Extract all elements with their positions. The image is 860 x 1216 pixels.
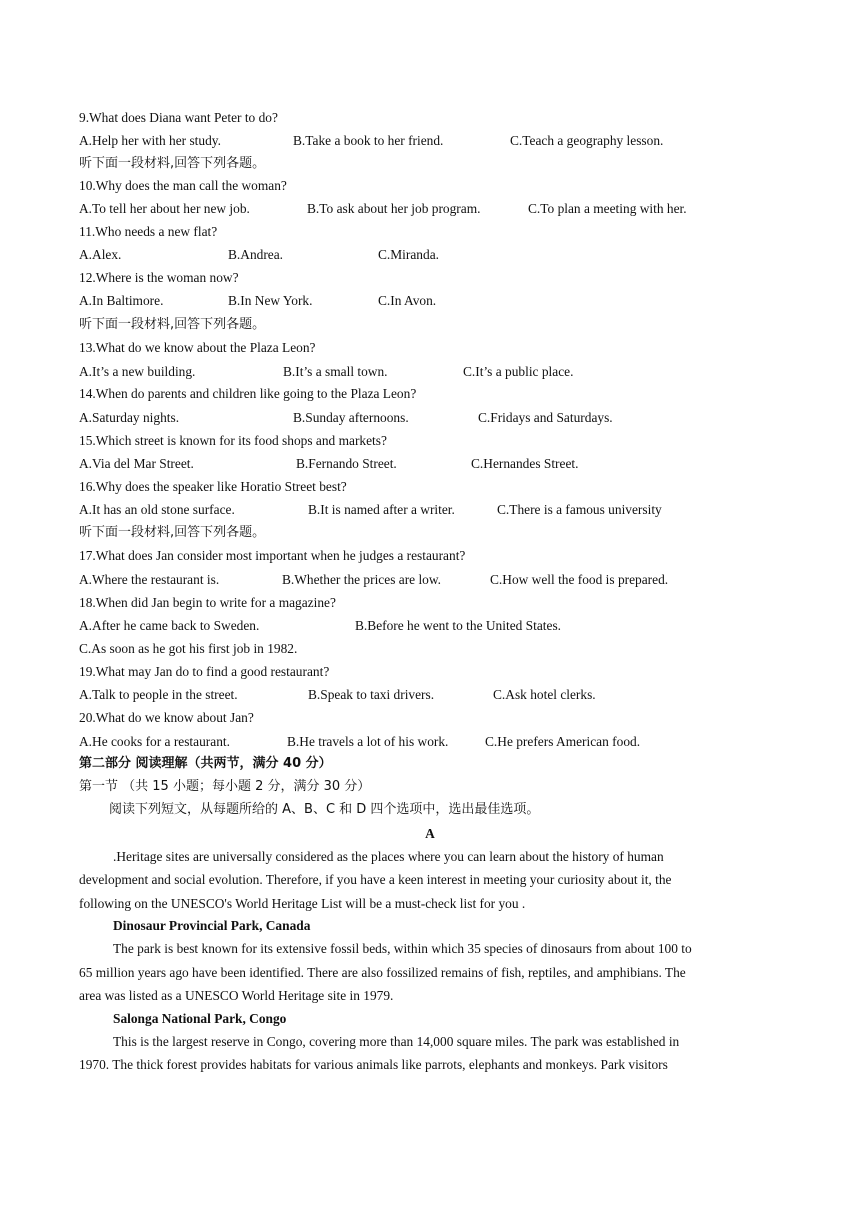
option-b: B.It is named after a writer. — [308, 502, 455, 517]
option-a: A.Saturday nights. — [79, 410, 180, 425]
option-c: C.In Avon. — [378, 293, 437, 308]
option-b: B.He travels a lot of his work. — [287, 734, 449, 749]
question-18-stem: 18.When did Jan begin to write for a magazine? — [79, 595, 336, 610]
option-a: A.It has an old stone surface. — [79, 502, 235, 517]
question-16-stem: 16.Why does the speaker like Horatio Street best? — [79, 479, 347, 494]
question-20-stem: 20.What do we know about Jan? — [79, 710, 254, 725]
passage-letter: A — [425, 826, 435, 841]
option-c: C.There is a famous university — [497, 502, 662, 517]
question-19-stem: 19.What may Jan do to find a good restaurant? — [79, 664, 330, 679]
passage-paragraph-line: following on the UNESCO's World Heritage List will be a must-check list for you . — [79, 896, 526, 911]
question-10-stem: 10.Why does the man call the woman? — [79, 178, 287, 193]
question-15-stem: 15.Which street is known for its food shops and markets? — [79, 433, 387, 448]
option-b: B.Fernando Street. — [296, 456, 397, 471]
option-a: A.In Baltimore. — [79, 293, 164, 308]
option-c: C.Fridays and Saturdays. — [478, 410, 613, 425]
option-b: B.Take a book to her friend. — [293, 133, 444, 148]
passage-paragraph-line: area was listed as a UNESCO World Heritage site in 1979. — [79, 988, 394, 1003]
passage-paragraph-line: 65 million years ago have been identified. There are also fossilized remains of fish, reptiles, and amphibians. The — [79, 965, 686, 980]
option-a: A.Talk to people in the street. — [79, 687, 238, 702]
passage-paragraph-line: .Heritage sites are universally considered as the places where you can learn about the history of human — [113, 849, 664, 864]
option-a: A.He cooks for a restaurant. — [79, 734, 230, 749]
option-c: C.Miranda. — [378, 247, 439, 262]
option-c: C.Ask hotel clerks. — [493, 687, 596, 702]
option-a: A.Where the restaurant is. — [79, 572, 220, 587]
option-b: B.Speak to taxi drivers. — [308, 687, 435, 702]
listening-instruction: 听下面一段材料,回答下列各题。 — [79, 525, 266, 540]
reading-instruction: 阅读下列短文，从每题所给的 A、B、C 和 D 四个选项中，选出最佳选项。 — [109, 802, 540, 817]
question-14-stem: 14.When do parents and children like going to the Plaza Leon? — [79, 386, 417, 401]
question-11-stem: 11.Who needs a new flat? — [79, 224, 218, 239]
site-heading: Dinosaur Provincial Park, Canada — [113, 918, 311, 933]
passage-paragraph-line: development and social evolution. Therefore, if you have a keen interest in meeting your curiosity about it, the — [79, 872, 672, 887]
site-heading: Salonga National Park, Congo — [113, 1011, 287, 1026]
question-9-stem: 9.What does Diana want Peter to do? — [79, 110, 278, 125]
option-a: A.Help her with her study. — [79, 133, 221, 148]
option-b: B.Whether the prices are low. — [282, 572, 442, 587]
option-a: A.It’s a new building. — [79, 364, 196, 379]
option-c: C.He prefers American food. — [485, 734, 641, 749]
passage-paragraph-line: This is the largest reserve in Congo, covering more than 14,000 square miles. The park was established in — [113, 1034, 680, 1049]
option-c: C.It’s a public place. — [463, 364, 574, 379]
listening-instruction: 听下面一段材料,回答下列各题。 — [79, 317, 266, 332]
option-c: C.How well the food is prepared. — [490, 572, 669, 587]
question-12-stem: 12.Where is the woman now? — [79, 270, 239, 285]
option-a: A.After he came back to Sweden. — [79, 618, 260, 633]
option-c: C.Teach a geography lesson. — [510, 133, 664, 148]
option-a: A.Via del Mar Street. — [79, 456, 194, 471]
option-b: B.Sunday afternoons. — [293, 410, 409, 425]
question-17-stem: 17.What does Jan consider most important when he judges a restaurant? — [79, 548, 466, 563]
option-a: A.To tell her about her new job. — [79, 201, 250, 216]
option-c: C.To plan a meeting with her. — [528, 201, 687, 216]
question-13-stem: 13.What do we know about the Plaza Leon? — [79, 340, 316, 355]
option-b: B.To ask about her job program. — [307, 201, 481, 216]
listening-instruction: 听下面一段材料,回答下列各题。 — [79, 156, 266, 171]
option-c: C.Hernandes Street. — [471, 456, 579, 471]
passage-paragraph-line: 1970. The thick forest provides habitats for various animals like parrots, elephants and monkeys. Park visitors — [79, 1057, 668, 1072]
option-b: B.Before he went to the United States. — [355, 618, 562, 633]
option-b: B.Andrea. — [228, 247, 284, 262]
section-title: 第一节 （共 15 小题；每小题 2 分，满分 30 分） — [79, 779, 371, 794]
option-a: A.Alex. — [79, 247, 122, 262]
part-title: 第二部分 阅读理解（共两节，满分 40 分） — [79, 756, 332, 771]
question-18-option-c: C.As soon as he got his first job in 1982. — [79, 641, 298, 656]
passage-paragraph-line: The park is best known for its extensive fossil beds, within which 35 species of dinosaurs from about 100 to — [113, 941, 692, 956]
option-b: B.It’s a small town. — [283, 364, 388, 379]
option-b: B.In New York. — [228, 293, 313, 308]
